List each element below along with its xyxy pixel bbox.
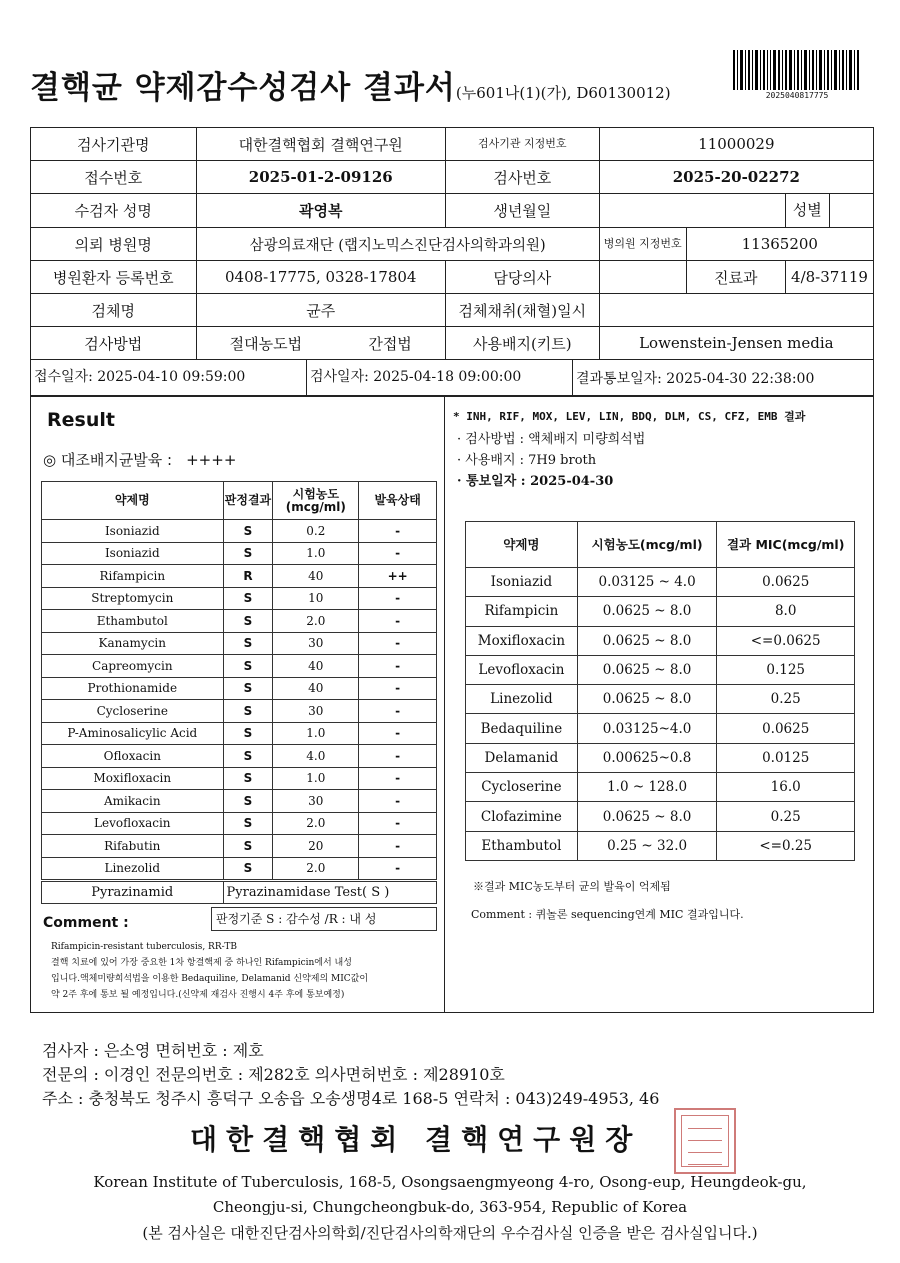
patient-label: 수검자 성명 bbox=[31, 194, 197, 228]
dst-concentration: 1.0 bbox=[273, 722, 359, 745]
results-section bbox=[30, 396, 874, 1013]
dst-row bbox=[42, 587, 437, 610]
dst-growth: - bbox=[359, 655, 437, 678]
dst-result: S bbox=[223, 632, 273, 655]
dob-value bbox=[599, 194, 785, 228]
mic-value: 0.0625 bbox=[717, 568, 855, 597]
method-label: 검사방법 bbox=[31, 327, 197, 360]
dst-result: S bbox=[223, 700, 273, 723]
dst-row bbox=[42, 790, 437, 813]
dst-col-header: 약제명 bbox=[42, 482, 224, 520]
specimen-label: 검체명 bbox=[31, 294, 197, 327]
dst-row bbox=[42, 520, 437, 543]
test-no-label: 검사번호 bbox=[445, 161, 599, 194]
dst-growth: - bbox=[359, 700, 437, 723]
dst-concentration: 20 bbox=[273, 835, 359, 858]
dst-result: R bbox=[223, 565, 273, 588]
dst-drug: Amikacin bbox=[42, 790, 224, 813]
dst-drug: Cycloserine bbox=[42, 700, 224, 723]
english-address-1: Korean Institute of Tuberculosis, 168-5, Osongsaengmyeong 4-ro, Osong-eup, Heungdeok-gu, bbox=[93, 1173, 807, 1191]
dst-concentration: 10 bbox=[273, 587, 359, 610]
receipt-label: 접수번호 bbox=[31, 161, 197, 194]
dept-label: 진료과 bbox=[686, 261, 785, 294]
mic-range: 0.0625 ~ 8.0 bbox=[577, 597, 717, 626]
report-date: 결과통보일자: 2025-04-30 22:38:00 bbox=[576, 370, 815, 387]
dst-result: S bbox=[223, 722, 273, 745]
control-value: ++++ bbox=[186, 451, 237, 469]
hospital-label: 의뢰 병원명 bbox=[31, 228, 197, 261]
dst-result: S bbox=[223, 542, 273, 565]
dst-growth: - bbox=[359, 722, 437, 745]
dst-growth: - bbox=[359, 767, 437, 790]
dst-drug: Isoniazid bbox=[42, 542, 224, 565]
dst-result: S bbox=[223, 520, 273, 543]
dst-growth: - bbox=[359, 835, 437, 858]
dst-drug: Levofloxacin bbox=[42, 812, 224, 835]
mic-value: 16.0 bbox=[717, 773, 855, 802]
dst-row bbox=[42, 700, 437, 723]
comment-body bbox=[51, 939, 439, 1003]
official-seal bbox=[674, 1108, 736, 1174]
mic-row bbox=[466, 685, 855, 714]
dst-col-header: 발육상태 bbox=[359, 482, 437, 520]
control-growth bbox=[43, 449, 236, 470]
mic-drug: Bedaquiline bbox=[466, 714, 578, 743]
mic-range: 0.25 ~ 32.0 bbox=[577, 831, 717, 860]
mic-range: 0.03125 ~ 4.0 bbox=[577, 568, 717, 597]
mic-info bbox=[457, 429, 645, 492]
mic-drug: Rifampicin bbox=[466, 597, 578, 626]
mic-value: 0.25 bbox=[717, 802, 855, 831]
barcode bbox=[733, 50, 861, 90]
mic-drug: Linezolid bbox=[466, 685, 578, 714]
dst-result: S bbox=[223, 745, 273, 768]
dst-row bbox=[42, 835, 437, 858]
dst-row bbox=[42, 632, 437, 655]
dst-row bbox=[42, 812, 437, 835]
dst-growth: - bbox=[359, 745, 437, 768]
header-table bbox=[30, 127, 874, 396]
english-address-2: Cheongju-si, Chungcheongbuk-do, 363-954, Republic of Korea bbox=[212, 1198, 688, 1216]
dst-row bbox=[42, 565, 437, 588]
dst-result: S bbox=[223, 677, 273, 700]
document-title bbox=[30, 62, 671, 107]
mic-comment: Comment : 퀴놀론 sequencing연계 MIC 결과입니다. bbox=[471, 908, 744, 921]
sex-label: 성별 bbox=[786, 194, 830, 227]
inst-code-label: 검사기관 지정번호 bbox=[445, 128, 599, 161]
collect-label: 검체채취(채혈)일시 bbox=[445, 294, 599, 327]
footer-examiner: 검사자 : 은소영 면허번호 : 제호 bbox=[42, 1041, 264, 1060]
mic-row bbox=[466, 714, 855, 743]
comment-line: 약 2주 후에 통보 될 예정입니다.(신약제 재검사 진행시 4주 후에 통보예정) bbox=[51, 990, 345, 1000]
mic-value: 0.0625 bbox=[717, 714, 855, 743]
dst-row bbox=[42, 610, 437, 633]
mic-row bbox=[466, 597, 855, 626]
dst-drug: P-Aminosalicylic Acid bbox=[42, 722, 224, 745]
medium-value: Lowenstein-Jensen media bbox=[599, 327, 873, 360]
dst-row bbox=[42, 722, 437, 745]
comment-line: Rifampicin-resistant tuberculosis, RR-TB bbox=[51, 942, 237, 952]
mic-medium: · 사용배지 : 7H9 broth bbox=[457, 453, 597, 468]
test-no-value: 2025-20-02272 bbox=[599, 161, 873, 194]
control-label: ◎ 대조배지균발육 : bbox=[43, 451, 173, 469]
dob-label: 생년월일 bbox=[445, 194, 599, 228]
dst-concentration: 30 bbox=[273, 632, 359, 655]
hosp-code-value: 11365200 bbox=[686, 228, 873, 261]
dst-concentration: 30 bbox=[273, 700, 359, 723]
dst-concentration: 2.0 bbox=[273, 857, 359, 880]
dst-growth: - bbox=[359, 542, 437, 565]
dst-growth: - bbox=[359, 610, 437, 633]
dst-col-header: 판정결과 bbox=[223, 482, 273, 520]
dst-drug: Rifampicin bbox=[42, 565, 224, 588]
specimen-value: 균주 bbox=[196, 294, 445, 327]
receipt-date: 접수일자: 2025-04-10 09:59:00 bbox=[31, 360, 307, 395]
organization-name: 대한결핵협회 결핵연구원장 bbox=[190, 1123, 642, 1156]
dst-row bbox=[42, 677, 437, 700]
pid-value: 0408-17775, 0328-17804 bbox=[196, 261, 445, 294]
mic-drug: Cycloserine bbox=[466, 773, 578, 802]
dst-drug: Streptomycin bbox=[42, 587, 224, 610]
doctor-value bbox=[599, 261, 686, 294]
dst-concentration: 2.0 bbox=[273, 610, 359, 633]
method-value-2: 간접법 bbox=[368, 334, 412, 353]
dst-growth: ++ bbox=[359, 565, 437, 588]
patient-value: 곽영복 bbox=[196, 194, 445, 228]
mic-heading: * INH, RIF, MOX, LEV, LIN, BDQ, DLM, CS, CFZ, EMB 결과 bbox=[453, 410, 806, 423]
mic-row bbox=[466, 568, 855, 597]
dst-row bbox=[42, 542, 437, 565]
dst-concentration: 0.2 bbox=[273, 520, 359, 543]
dst-growth: - bbox=[359, 677, 437, 700]
title-main: 결핵균 약제감수성검사 결과서 bbox=[30, 70, 456, 106]
comment-heading: Comment : bbox=[43, 915, 129, 931]
mic-range: 0.00625~0.8 bbox=[577, 743, 717, 772]
mic-note: ※결과 MIC농도부터 균의 발육이 억제됨 bbox=[473, 880, 671, 893]
dst-concentration: 2.0 bbox=[273, 812, 359, 835]
dst-row bbox=[42, 857, 437, 880]
mic-drug: Levofloxacin bbox=[466, 655, 578, 684]
comment-line: 결핵 치료에 있어 가장 중요한 1차 항결핵제 중 하나인 Rifampicin에서 내성 bbox=[51, 958, 352, 968]
inst-code-value: 11000029 bbox=[599, 128, 873, 161]
mic-value: <=0.25 bbox=[717, 831, 855, 860]
dst-result: S bbox=[223, 587, 273, 610]
mic-value: 0.0125 bbox=[717, 743, 855, 772]
mic-notice-date: · 통보일자 : 2025-04-30 bbox=[457, 474, 614, 489]
criteria-box: 판정기준 S : 감수성 /R : 내 성 bbox=[211, 907, 437, 931]
dst-result: S bbox=[223, 857, 273, 880]
barcode-number: 2025040817775 bbox=[765, 91, 829, 100]
mic-range: 0.0625 ~ 8.0 bbox=[577, 655, 717, 684]
mic-value: <=0.0625 bbox=[717, 626, 855, 655]
mic-row bbox=[466, 831, 855, 860]
dst-result: S bbox=[223, 835, 273, 858]
mic-pane bbox=[445, 397, 875, 1012]
dst-result: S bbox=[223, 767, 273, 790]
title-code: (누601나(1)(가), D60130012) bbox=[455, 84, 671, 102]
method-value-1: 절대농도법 bbox=[229, 334, 303, 353]
mic-range: 0.03125~4.0 bbox=[577, 714, 717, 743]
certification-note: (본 검사실은 대한진단검사의학회/진단검사의학재단의 우수검사실 인증을 받은 검사실입니다.) bbox=[142, 1224, 758, 1242]
mic-value: 0.25 bbox=[717, 685, 855, 714]
mic-value: 0.125 bbox=[717, 655, 855, 684]
mic-value: 8.0 bbox=[717, 597, 855, 626]
mic-col-header: 결과 MIC(mcg/ml) bbox=[717, 522, 855, 568]
pyrazinamide-table bbox=[41, 881, 437, 904]
hospital-value: 삼광의료재단 (랩지노믹스진단검사의학과의원) bbox=[196, 228, 599, 261]
dst-concentration: 30 bbox=[273, 790, 359, 813]
dst-col-header: 시험농도(mcg/ml) bbox=[273, 482, 359, 520]
dst-concentration: 40 bbox=[273, 655, 359, 678]
footer-address: 주소 : 충청북도 청주시 흥덕구 오송읍 오송생명4로 168-5 연락처 : 043)249-4953, 46 bbox=[42, 1089, 660, 1108]
pza-drug: Pyrazinamid bbox=[42, 882, 224, 904]
hosp-code-label: 병의원 지정번호 bbox=[599, 228, 686, 261]
sex-value bbox=[830, 194, 874, 227]
dst-table bbox=[41, 481, 437, 880]
dst-row bbox=[42, 745, 437, 768]
mic-row bbox=[466, 655, 855, 684]
dst-concentration: 40 bbox=[273, 677, 359, 700]
dst-concentration: 40 bbox=[273, 565, 359, 588]
dst-row bbox=[42, 655, 437, 678]
dst-growth: - bbox=[359, 857, 437, 880]
dst-drug: Capreomycin bbox=[42, 655, 224, 678]
dst-drug: Linezolid bbox=[42, 857, 224, 880]
pza-value: Pyrazinamidase Test( S ) bbox=[223, 882, 436, 904]
mic-drug: Isoniazid bbox=[466, 568, 578, 597]
mic-method: · 검사방법 : 액체배지 미량희석법 bbox=[457, 432, 646, 447]
dst-pane bbox=[31, 397, 445, 1012]
mic-row bbox=[466, 743, 855, 772]
result-heading: Result bbox=[47, 409, 115, 431]
dst-growth: - bbox=[359, 790, 437, 813]
mic-drug: Clofazimine bbox=[466, 802, 578, 831]
dst-result: S bbox=[223, 610, 273, 633]
dst-drug: Isoniazid bbox=[42, 520, 224, 543]
dst-concentration: 4.0 bbox=[273, 745, 359, 768]
dept-value: 4/8-37119 bbox=[786, 261, 874, 294]
mic-range: 1.0 ~ 128.0 bbox=[577, 773, 717, 802]
mic-row bbox=[466, 773, 855, 802]
test-date: 검사일자: 2025-04-18 09:00:00 bbox=[307, 360, 573, 395]
comment-line: 입니다.액체미량희석법을 이용한 Bedaquiline, Delamanid 신약제의 MIC값이 bbox=[51, 974, 369, 984]
mic-col-header: 약제명 bbox=[466, 522, 578, 568]
mic-row bbox=[466, 802, 855, 831]
dst-concentration: 1.0 bbox=[273, 542, 359, 565]
collect-value bbox=[599, 294, 873, 327]
dst-drug: Rifabutin bbox=[42, 835, 224, 858]
inst-label: 검사기관명 bbox=[31, 128, 197, 161]
medium-label: 사용배지(키트) bbox=[445, 327, 599, 360]
dst-growth: - bbox=[359, 520, 437, 543]
mic-range: 0.0625 ~ 8.0 bbox=[577, 685, 717, 714]
dst-result: S bbox=[223, 655, 273, 678]
dst-drug: Ethambutol bbox=[42, 610, 224, 633]
doctor-label: 담당의사 bbox=[445, 261, 599, 294]
footer-specialist: 전문의 : 이경인 전문의번호 : 제282호 의사면허번호 : 제28910호 bbox=[42, 1065, 505, 1084]
dst-growth: - bbox=[359, 587, 437, 610]
mic-drug: Delamanid bbox=[466, 743, 578, 772]
dst-drug: Ofloxacin bbox=[42, 745, 224, 768]
dst-drug: Kanamycin bbox=[42, 632, 224, 655]
mic-range: 0.0625 ~ 8.0 bbox=[577, 626, 717, 655]
mic-row bbox=[466, 626, 855, 655]
mic-table bbox=[465, 521, 855, 861]
dst-result: S bbox=[223, 812, 273, 835]
dst-growth: - bbox=[359, 812, 437, 835]
dst-row bbox=[42, 767, 437, 790]
dst-growth: - bbox=[359, 632, 437, 655]
mic-drug: Moxifloxacin bbox=[466, 626, 578, 655]
pid-label: 병원환자 등록번호 bbox=[31, 261, 197, 294]
mic-col-header: 시험농도(mcg/ml) bbox=[577, 522, 717, 568]
inst-value: 대한결핵협회 결핵연구원 bbox=[196, 128, 445, 161]
dst-result: S bbox=[223, 790, 273, 813]
receipt-value: 2025-01-2-09126 bbox=[196, 161, 445, 194]
mic-drug: Ethambutol bbox=[466, 831, 578, 860]
dst-concentration: 1.0 bbox=[273, 767, 359, 790]
mic-range: 0.0625 ~ 8.0 bbox=[577, 802, 717, 831]
dst-drug: Prothionamide bbox=[42, 677, 224, 700]
dst-drug: Moxifloxacin bbox=[42, 767, 224, 790]
